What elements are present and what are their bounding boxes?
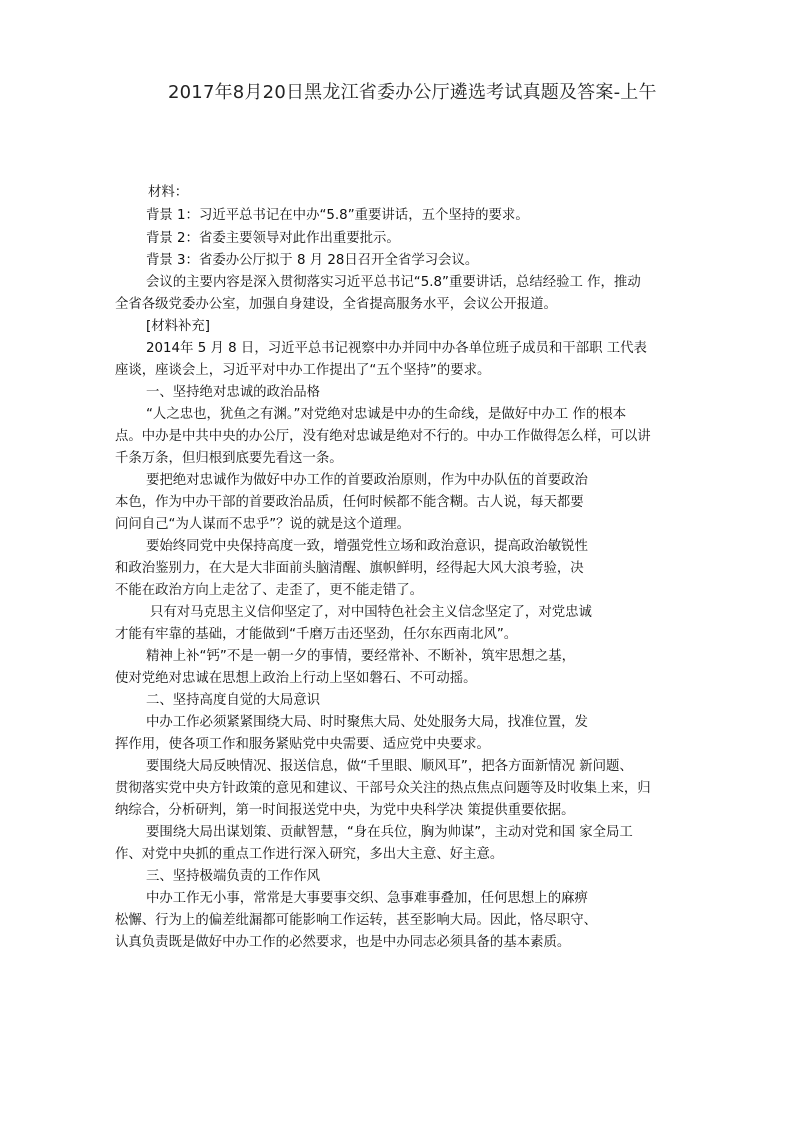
text-line: 中办工作无小事，常常是大事要事交织、急事难事叠加，任何思想上的麻痹	[146, 891, 588, 906]
text-line: 本色，作为中办干部的首要政治品质，任何时候都不能含糊。古人说，每天都要	[115, 495, 584, 510]
text-line: 问问自己“为人谋而不忠乎”？说的就是这个道理。	[115, 517, 411, 532]
text-line: 只有对马克思主义信仰坚定了，对中国特色社会主义信念坚定了，对党忠诚	[150, 605, 592, 620]
text-line: 要始终同党中央保持高度一致，增强党性立场和政治意识，提高政治敏锐性	[146, 539, 588, 554]
text-line: 中办工作必须紧紧围绕大局、时时聚焦大局、处处服务大局，找准位置，发	[146, 715, 588, 730]
text-line: 背景 2：省委主要领导对此作出重要批示。	[146, 231, 400, 246]
text-line: [材料补充]	[146, 319, 211, 334]
text-line: 使对党绝对忠诚在思想上政治上行动上坚如磐石、不可动摇。	[115, 671, 477, 686]
document-title: 2017年8月20日黑龙江省委办公厅遴选考试真题及答案-上午	[168, 82, 657, 103]
section-heading: 一、坚持绝对忠诚的政治品格	[146, 385, 321, 400]
text-line: “人之忠也，犹鱼之有渊。”对党绝对忠诚是中办的生命线，是做好中办工 作的根本	[146, 407, 627, 422]
text-line: 纳综合，分析研判，第一时间报送党中央，为党中央科学决 策提供重要依据。	[115, 803, 575, 818]
text-line: 才能有牢靠的基础，才能做到“千磨万击还坚劲，任尔东西南北风”。	[115, 627, 518, 642]
text-line: 松懈、行为上的偏差纰漏都可能影响工作运转，甚至影响大局。因此，恪尽职守、	[115, 913, 598, 928]
text-line: 不能在政治方向上走岔了、走歪了，更不能走错了。	[115, 583, 423, 598]
text-line: 贯彻落实党中央方针政策的意见和建议、干部号众关注的热点焦点问题等及时收集上来，归	[115, 781, 651, 796]
text-line: 和政治鉴别力，在大是大非面前头脑清醒、旗帜鲜明，经得起大风大浪考验，决	[115, 561, 584, 576]
text-line: 要围绕大局反映情况、报送信息，做“千里眼、顺风耳”，把各方面新情况 新问题、	[146, 759, 633, 774]
text-line: 作、对党中央抓的重点工作进行深入研究，多出大主意、好主意。	[115, 847, 504, 862]
text-line: 点。中办是中共中央的办公厅，没有绝对忠诚是绝对不行的。中办工作做得怎么样，可以讲	[115, 429, 651, 444]
text-line: 认真负责既是做好中办工作的必然要求，也是中办同志必须具备的基本素质。	[115, 935, 571, 950]
text-line: 挥作用，使各项工作和服务紧贴党中央需要、适应党中央要求。	[115, 737, 490, 752]
text-line: 全省各级党委办公室，加强自身建设，全省提高服务水平，会议公开报道。	[115, 297, 557, 312]
text-line: 会议的主要内容是深入贯彻落实习近平总书记“5.8”重要讲话，总结经验工 作，推动	[146, 275, 641, 290]
section-heading: 三、坚持极端负责的工作作风	[146, 869, 321, 884]
text-line: 精神上补“钙”不是一朝一夕的事情，要经常补、不断补，筑牢思想之基，	[146, 649, 575, 664]
text-line: 座谈，座谈会上，习近平对中办工作提出了“五个坚持”的要求。	[115, 363, 491, 378]
text-line: 2014年 5 月 8 日，习近平总书记视察中办并同中办各单位班子成员和干部职 工代表	[146, 341, 647, 356]
text-line: 背景 1：习近平总书记在中办“5.8”重要讲话，五个坚持的要求。	[146, 208, 529, 223]
text-line: 背景 3：省委办公厅拟于 8 月 28日召开全省学习会议。	[146, 253, 479, 268]
text-line: 要围绕大局出谋划策、贡献智慧，“身在兵位，胸为帅谋”，主动对党和国 家全局工	[146, 825, 633, 840]
text-line: 要把绝对忠诚作为做好中办工作的首要政治原则，作为中办队伍的首要政治	[146, 473, 588, 488]
text-line: 材料：	[148, 185, 189, 200]
text-line: 千条万条，但归根到底要先看这一条。	[115, 451, 343, 466]
section-heading: 二、坚持高度自觉的大局意识	[146, 693, 321, 708]
